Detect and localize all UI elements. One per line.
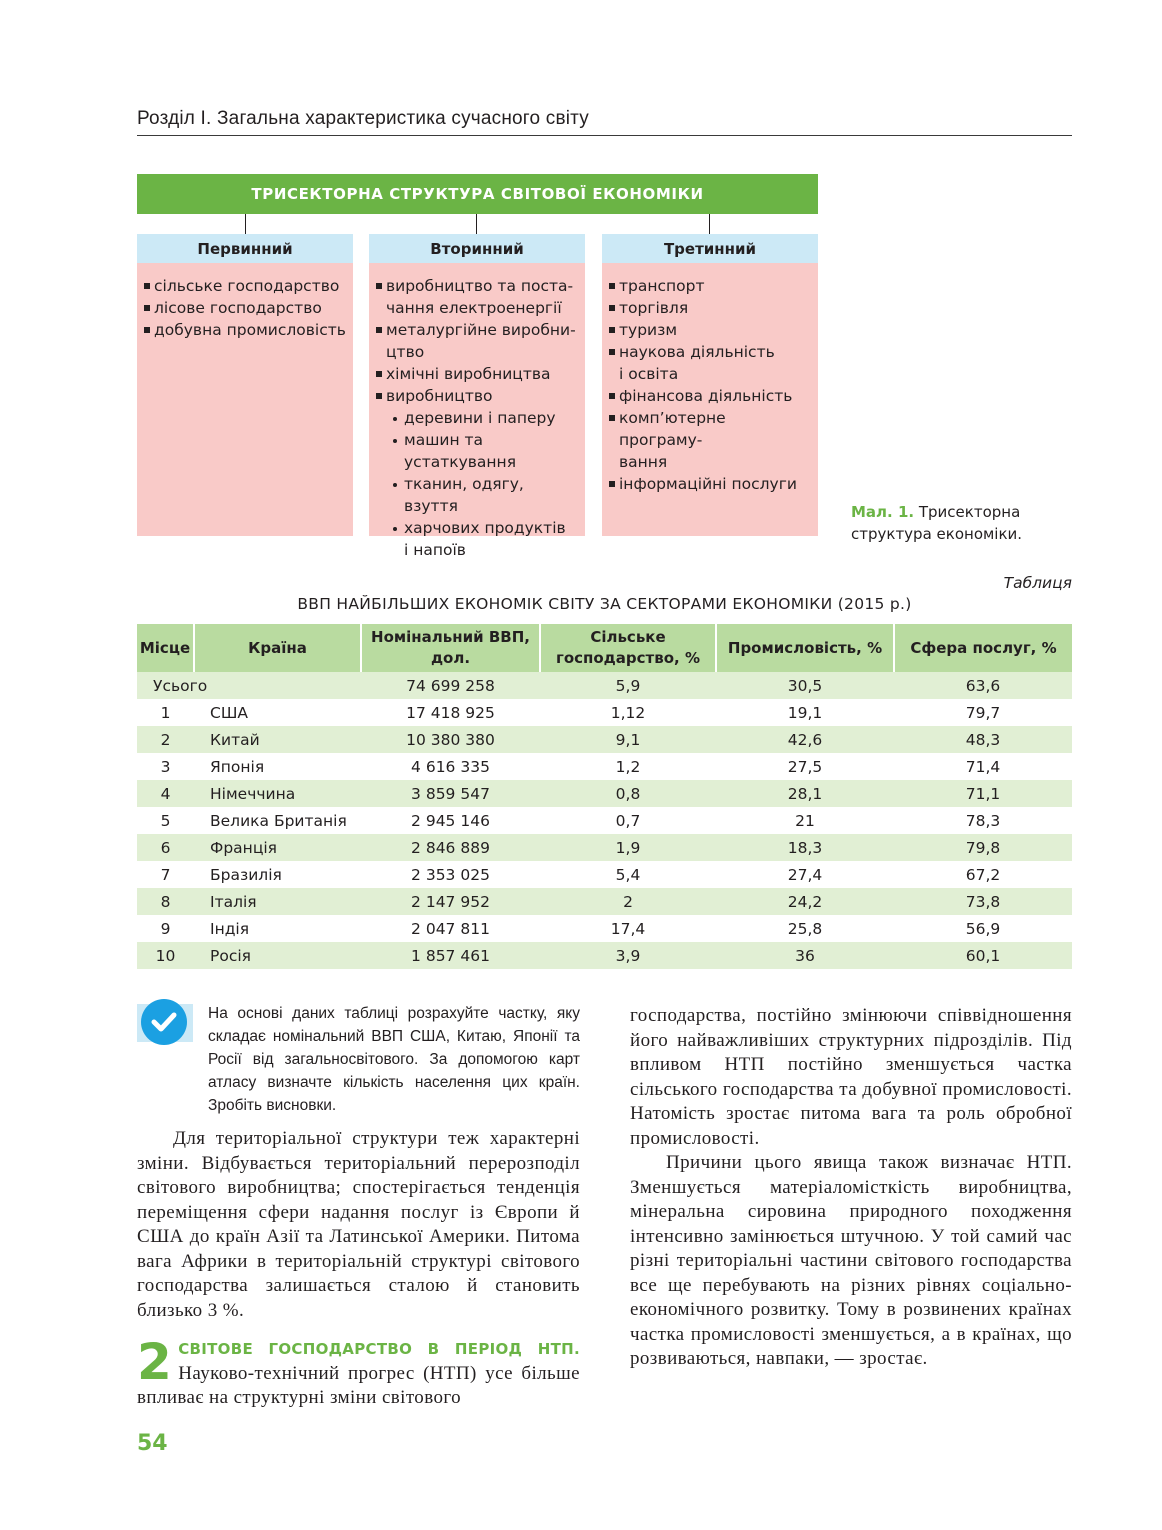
agri-cell: 1,12 (610, 703, 646, 722)
header-text: Розділ І. Загальна характеристика сучасного світу (137, 108, 589, 129)
list-item: хімічні виробництва (376, 363, 579, 385)
services-cell: 56,9 (965, 919, 1001, 938)
list-item-continued: цтво (386, 343, 425, 361)
gdp-cell: 10 380 380 (361, 726, 540, 753)
sector-list (137, 263, 353, 536)
services-cell: 79,8 (894, 834, 1072, 861)
country-cell: Китай (194, 726, 361, 753)
total-label: Усього (137, 672, 361, 699)
list-item: виробництво (376, 385, 579, 407)
services-cell: 71,1 (894, 780, 1072, 807)
gdp-cell: 2 047 811 (411, 919, 490, 938)
column-header: Промисловість, % (716, 624, 894, 672)
rank-cell: 9 (160, 919, 171, 938)
caption-label: Мал. 1. (851, 503, 915, 521)
sector-secondary (369, 234, 585, 559)
sector-title: Вторинний (369, 234, 585, 263)
sub-item: тканин, одягу, взуття (376, 473, 579, 517)
caption-text: Трисекторна структура економіки. (851, 503, 1023, 543)
left-paragraph (137, 1127, 580, 1323)
connector-line (709, 214, 710, 234)
list-item: комп’ютерне програму- (609, 407, 812, 451)
services-cell: 71,4 (965, 757, 1001, 776)
figure-caption (851, 501, 1051, 545)
industry-cell: 27,5 (787, 757, 823, 776)
agri-cell: 5,9 (540, 672, 716, 699)
section-2 (137, 1333, 580, 1411)
rank-cell: 6 (137, 834, 194, 861)
gdp-cell: 3 859 547 (361, 780, 540, 807)
rank-cell: 7 (160, 865, 171, 884)
list-item: металургійне виробни- (376, 319, 579, 341)
table-row (137, 834, 1072, 861)
column-header: Номінальний ВВП, дол. (361, 624, 540, 672)
rank-cell: 10 (137, 942, 194, 969)
industry-cell: 18,3 (716, 834, 894, 861)
table-row-total (137, 672, 1072, 699)
table-row (137, 888, 1072, 915)
country-cell: Індія (210, 919, 250, 938)
gdp-cell: 17 418 925 (406, 703, 495, 722)
list-item-continued: і освіта (619, 365, 679, 383)
table-row (137, 942, 1072, 969)
country-cell: Франція (194, 834, 361, 861)
list-item: туризм (609, 319, 812, 341)
list-item-continued: вання (619, 453, 668, 471)
rank-cell: 5 (160, 811, 171, 830)
country-cell: Німеччина (194, 780, 361, 807)
section-title: СВІТОВЕ ГОСПОДАРСТВО В ПЕРІОД НТП. (178, 1340, 580, 1358)
services-cell: 73,8 (894, 888, 1072, 915)
industry-cell: 42,6 (716, 726, 894, 753)
list-item: фінансова діяльність (609, 385, 812, 407)
agri-cell: 2 (540, 888, 716, 915)
list-item: транспорт (609, 275, 812, 297)
agri-cell: 0,8 (540, 780, 716, 807)
list-item: виробництво та поста- (376, 275, 579, 297)
connector-line (245, 214, 246, 234)
list-item: добувна промисловість (144, 319, 347, 341)
section-number: 2 (137, 1333, 173, 1391)
table-row (137, 807, 1072, 834)
industry-cell: 27,4 (787, 865, 823, 884)
column-header: Сільське господарство, % (540, 624, 716, 672)
column-header: Сфера послуг, % (894, 624, 1072, 672)
gdp-cell: 4 616 335 (411, 757, 490, 776)
gdp-cell: 2 353 025 (411, 865, 490, 884)
industry-cell: 19,1 (787, 703, 823, 722)
industry-cell: 28,1 (716, 780, 894, 807)
connector-line (476, 214, 477, 234)
agri-cell: 3,9 (540, 942, 716, 969)
task-icon-block (137, 1004, 193, 1042)
page-number: 54 (137, 1431, 168, 1456)
sector-title: Третинний (602, 234, 818, 263)
rank-cell: 3 (160, 757, 171, 776)
sector-list (369, 263, 585, 559)
column-header: Країна (194, 624, 361, 672)
right-column (630, 1004, 1072, 1372)
table-row (137, 861, 1072, 888)
paragraph: господарства, постійно змінюючи співвідношення його найважливіших структурних підрозділів. Під впливом НТП постійно зменшується частка сільського господарства та добувної промисловості. Натомість зростає питома вага та роль обробної промисловості. (630, 1005, 1072, 1149)
industry-cell: 24,2 (716, 888, 894, 915)
diagram-title: ТРИСЕКТОРНА СТРУКТУРА СВІТОВОЇ ЕКОНОМІКИ (137, 174, 818, 214)
sector-list (602, 263, 818, 536)
list-item-continued: чання електроенергії (386, 299, 562, 317)
list-item: торгівля (609, 297, 812, 319)
services-cell: 79,7 (965, 703, 1001, 722)
sub-item: деревини і паперу (376, 407, 579, 429)
sub-item-continued: і напоїв (404, 541, 466, 559)
paragraph: Для територіальної структури теж характерні зміни. Відбувається територіальний перерозподіл світового виробництва; спостерігається тенденція переміщення сфери надання послуг із Європи й США до країн Азії та Латинської Америки. Питома вага Африки в територіальній структурі світового господарства залишається сталою й становить близько 3 %. (137, 1128, 580, 1321)
column-header: Місце (137, 624, 194, 672)
country-cell: Італія (194, 888, 361, 915)
sector-tertiary (602, 234, 818, 536)
table-row (137, 915, 1072, 942)
country-cell: Бразилія (210, 865, 282, 884)
services-cell: 67,2 (965, 865, 1001, 884)
table-row (137, 726, 1072, 753)
list-item: сільське господарство (144, 275, 347, 297)
table-header-row (137, 624, 1072, 672)
services-cell: 48,3 (894, 726, 1072, 753)
sub-item: харчових продуктів (376, 517, 579, 539)
gdp-cell: 1 857 461 (361, 942, 540, 969)
agri-cell: 1,9 (540, 834, 716, 861)
list-item: лісове господарство (144, 297, 347, 319)
services-cell: 63,6 (894, 672, 1072, 699)
table-title: ВВП НАЙБІЛЬШИХ ЕКОНОМІК СВІТУ ЗА СЕКТОРАМИ ЕКОНОМІКИ (2015 р.) (297, 595, 912, 613)
sector-primary (137, 234, 353, 536)
industry-cell: 25,8 (787, 919, 823, 938)
agri-cell: 9,1 (540, 726, 716, 753)
gdp-cell: 74 699 258 (361, 672, 540, 699)
paragraph: Причини цього явища також визначає НТП. Зменшується матеріаломісткість виробництва, мінеральна сировина природного походження інтенсивно замінюється штучною. У той самий час різні територіальні частини світового господарства все ще перебувають на різних рівнях соціально-економічного розвитку. Тому в розвинених країнах частка промисловості зменшується, а в країнах, що розвиваються, навпаки, — зростає. (630, 1152, 1072, 1369)
country-cell: США (210, 703, 249, 722)
sector-title: Первинний (137, 234, 353, 263)
gdp-table (137, 624, 1072, 969)
country-cell: Японія (210, 757, 265, 776)
industry-cell: 21 (795, 811, 815, 830)
industry-cell: 36 (716, 942, 894, 969)
agri-cell: 5,4 (615, 865, 641, 884)
country-cell: Росія (194, 942, 361, 969)
section-text: Науково-технічний прогрес (НТП) усе більше впливає на структурні зміни світового (137, 1362, 580, 1408)
agri-cell: 0,7 (615, 811, 641, 830)
agri-cell: 1,2 (615, 757, 641, 776)
gdp-cell: 2 147 952 (361, 888, 540, 915)
rank-cell: 8 (137, 888, 194, 915)
list-item: наукова діяльність (609, 341, 812, 363)
table-tag: Таблиця (1003, 574, 1072, 592)
rank-cell: 2 (137, 726, 194, 753)
industry-cell: 30,5 (716, 672, 894, 699)
rank-cell: 4 (137, 780, 194, 807)
services-cell: 60,1 (894, 942, 1072, 969)
table-row (137, 780, 1072, 807)
page-header (137, 108, 1072, 136)
checkmark-icon (141, 999, 187, 1045)
task-text: На основі даних таблиці розрахуйте частку, яку складає номінальний ВВП США, Китаю, Японії та Росії від загальносвітового. За допомогою карт атласу визначте кількість населення цих країн. Зробіть висновки. (208, 1005, 580, 1114)
table-row (137, 753, 1072, 780)
agri-cell: 17,4 (610, 919, 646, 938)
list-item: інформаційні послуги (609, 473, 812, 495)
services-cell: 78,3 (965, 811, 1001, 830)
gdp-cell: 2 945 146 (411, 811, 490, 830)
country-cell: Велика Британія (210, 811, 347, 830)
sub-item: машин та устаткування (376, 429, 579, 473)
table-row (137, 699, 1072, 726)
gdp-cell: 2 846 889 (361, 834, 540, 861)
rank-cell: 1 (160, 703, 171, 722)
